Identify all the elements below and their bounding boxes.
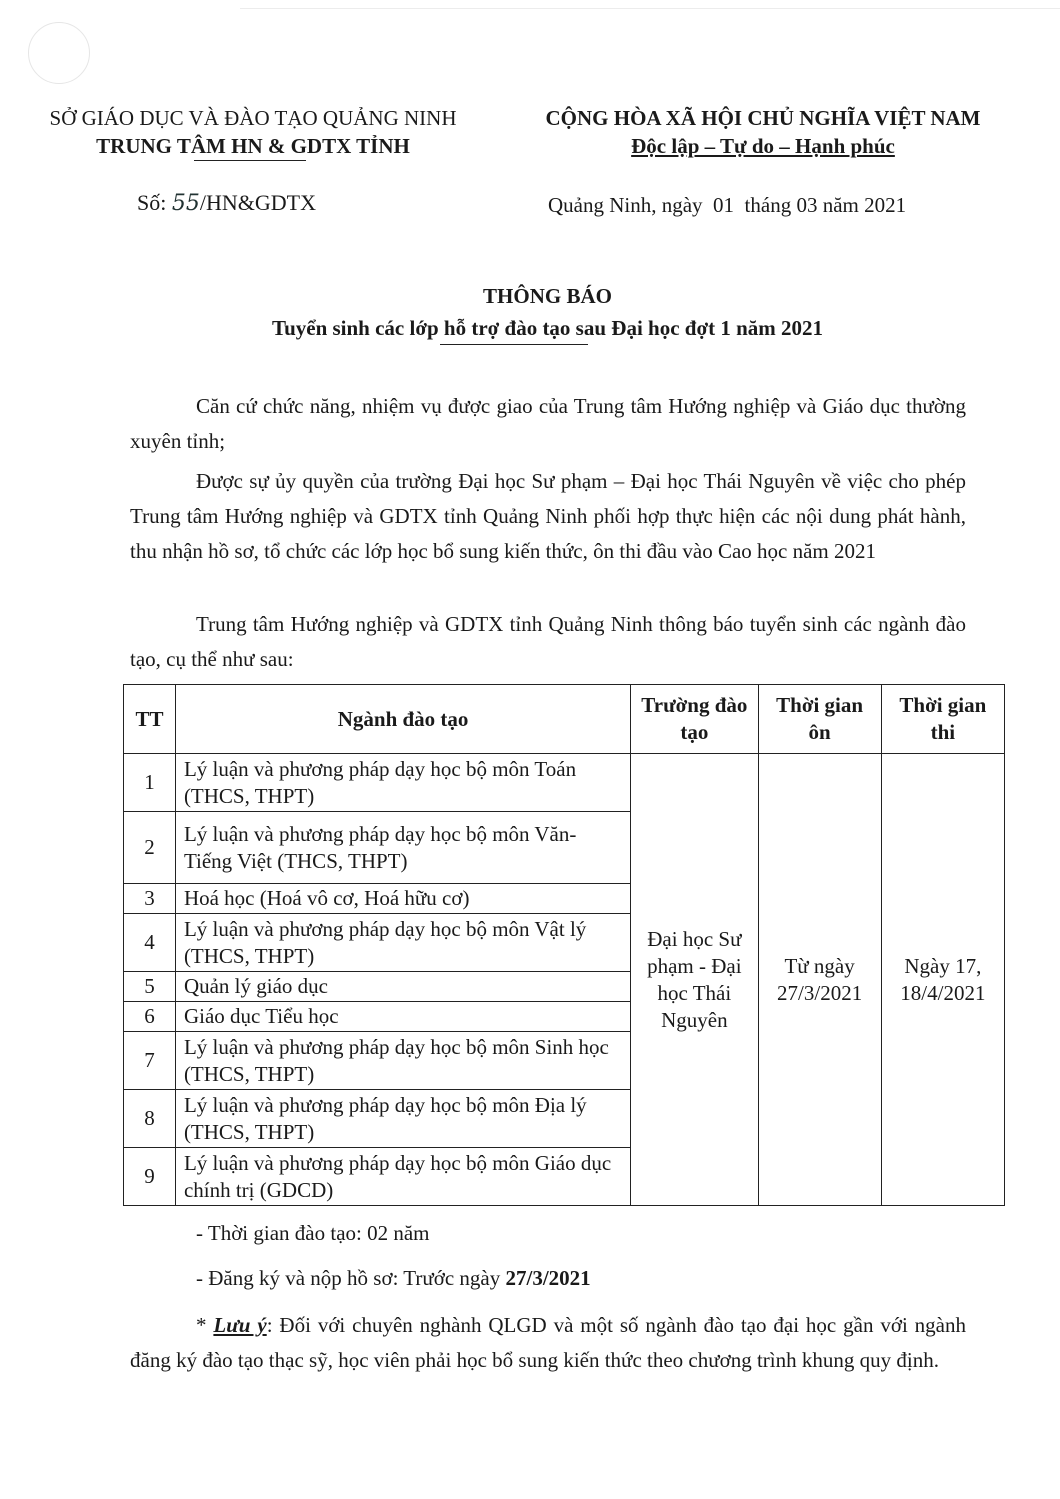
school-cell: Đại học Sư phạm - Đại học Thái Nguyên bbox=[631, 754, 758, 1206]
doc-number-suffix: /HN&GDTX bbox=[199, 190, 316, 215]
row-major: Quản lý giáo dục bbox=[175, 972, 630, 1002]
row-number: 3 bbox=[124, 884, 176, 914]
row-major: Lý luận và phương pháp dạy học bộ môn Toán (THCS, THPT) bbox=[175, 754, 630, 812]
header-school: Trường đào tạo bbox=[631, 685, 758, 754]
training-duration: - Thời gian đào tạo: 02 năm bbox=[196, 1221, 430, 1245]
row-number: 7 bbox=[124, 1032, 176, 1090]
registration-deadline bbox=[196, 1263, 591, 1293]
table-header-row bbox=[124, 685, 1005, 754]
motto: Độc lập – Tự do – Hạnh phúc bbox=[631, 134, 895, 158]
note-paragraph bbox=[130, 1308, 966, 1378]
faint-stamp-mark bbox=[28, 22, 90, 84]
row-major: Lý luận và phương pháp dạy học bộ môn Vật lý (THCS, THPT) bbox=[175, 914, 630, 972]
doc-number-handwritten: 55 bbox=[171, 191, 200, 216]
row-major: Hoá học (Hoá vô cơ, Hoá hữu cơ) bbox=[175, 884, 630, 914]
doc-number-prefix: Số: bbox=[137, 190, 172, 215]
issuer-block bbox=[28, 104, 478, 160]
table-row bbox=[124, 754, 1005, 812]
header-exam-time: Thời gian thi bbox=[881, 685, 1004, 754]
row-number: 2 bbox=[124, 812, 176, 884]
registration-date: 27/3/2021 bbox=[505, 1266, 591, 1290]
place-date: Quảng Ninh, ngày 01 tháng 03 năm 2021 bbox=[548, 193, 907, 217]
paragraph-authorization: Được sự ủy quyền của trường Đại học Sư phạm – Đại học Thái Nguyên về việc cho phép Trung tâm Hướng nghiệp và GDTX tỉnh Quảng Ninh phối hợp thực hiện các nội dung phát hành, thu nhận hồ sơ, tổ chức các lớp học bổ sung kiến thức, ôn thi đầu vào Cao học năm 2021 bbox=[130, 469, 966, 563]
row-major: Lý luận và phương pháp dạy học bộ môn Văn-Tiếng Việt (THCS, THPT) bbox=[175, 812, 630, 884]
row-major: Lý luận và phương pháp dạy học bộ môn Địa lý (THCS, THPT) bbox=[175, 1090, 630, 1148]
country-name: CỘNG HÒA XÃ HỘI CHỦ NGHĨA VIỆT NAM bbox=[545, 106, 981, 130]
document-title: THÔNG BÁO bbox=[483, 284, 612, 308]
note-label: Lưu ý bbox=[213, 1313, 267, 1337]
registration-label: - Đăng ký và nộp hồ sơ: Trước ngày bbox=[196, 1266, 506, 1290]
header-major: Ngành đào tạo bbox=[175, 685, 630, 754]
issuer-center: TRUNG TÂM HN & GDTX TỈNH bbox=[96, 134, 410, 158]
note-star: * bbox=[196, 1313, 214, 1337]
note-text: : Đối với chuyên nghành QLGD và một số ngành đào tạo đại học gần với ngành đăng ký đào tạo thạc sỹ, học viên phải học bổ sung kiến thức theo chương trình khung quy định. bbox=[130, 1313, 967, 1372]
paragraph-announcement: Trung tâm Hướng nghiệp và GDTX tỉnh Quảng Ninh thông báo tuyển sinh các ngành đào tạo, cụ thể như sau: bbox=[130, 612, 966, 671]
row-number: 4 bbox=[124, 914, 176, 972]
review-time-cell: Từ ngày 27/3/2021 bbox=[758, 754, 881, 1206]
header-tt: TT bbox=[124, 685, 176, 754]
header-review-time: Thời gian ôn bbox=[758, 685, 881, 754]
row-number: 1 bbox=[124, 754, 176, 812]
row-number: 9 bbox=[124, 1148, 176, 1206]
document-subtitle: Tuyển sinh các lớp hỗ trợ đào tạo sau Đại học đợt 1 năm 2021 bbox=[271, 316, 824, 340]
row-number: 8 bbox=[124, 1090, 176, 1148]
issuer-underline bbox=[194, 160, 306, 161]
row-number: 5 bbox=[124, 972, 176, 1002]
document-number bbox=[137, 188, 316, 219]
issuer-department: SỞ GIÁO DỤC VÀ ĐÀO TẠO QUẢNG NINH bbox=[49, 106, 457, 130]
row-major: Lý luận và phương pháp dạy học bộ môn Giáo dục chính trị (GDCD) bbox=[175, 1148, 630, 1206]
scan-artifact bbox=[240, 8, 1060, 9]
majors-table bbox=[123, 684, 1005, 1206]
row-number: 6 bbox=[124, 1002, 176, 1032]
national-motto-block bbox=[508, 104, 1018, 160]
row-major: Giáo dục Tiểu học bbox=[175, 1002, 630, 1032]
row-major: Lý luận và phương pháp dạy học bộ môn Sinh học (THCS, THPT) bbox=[175, 1032, 630, 1090]
subtitle-underline bbox=[440, 344, 588, 345]
exam-time-cell: Ngày 17, 18/4/2021 bbox=[881, 754, 1004, 1206]
paragraph-basis: Căn cứ chức năng, nhiệm vụ được giao của Trung tâm Hướng nghiệp và Giáo dục thường xuyên tỉnh; bbox=[130, 394, 966, 453]
